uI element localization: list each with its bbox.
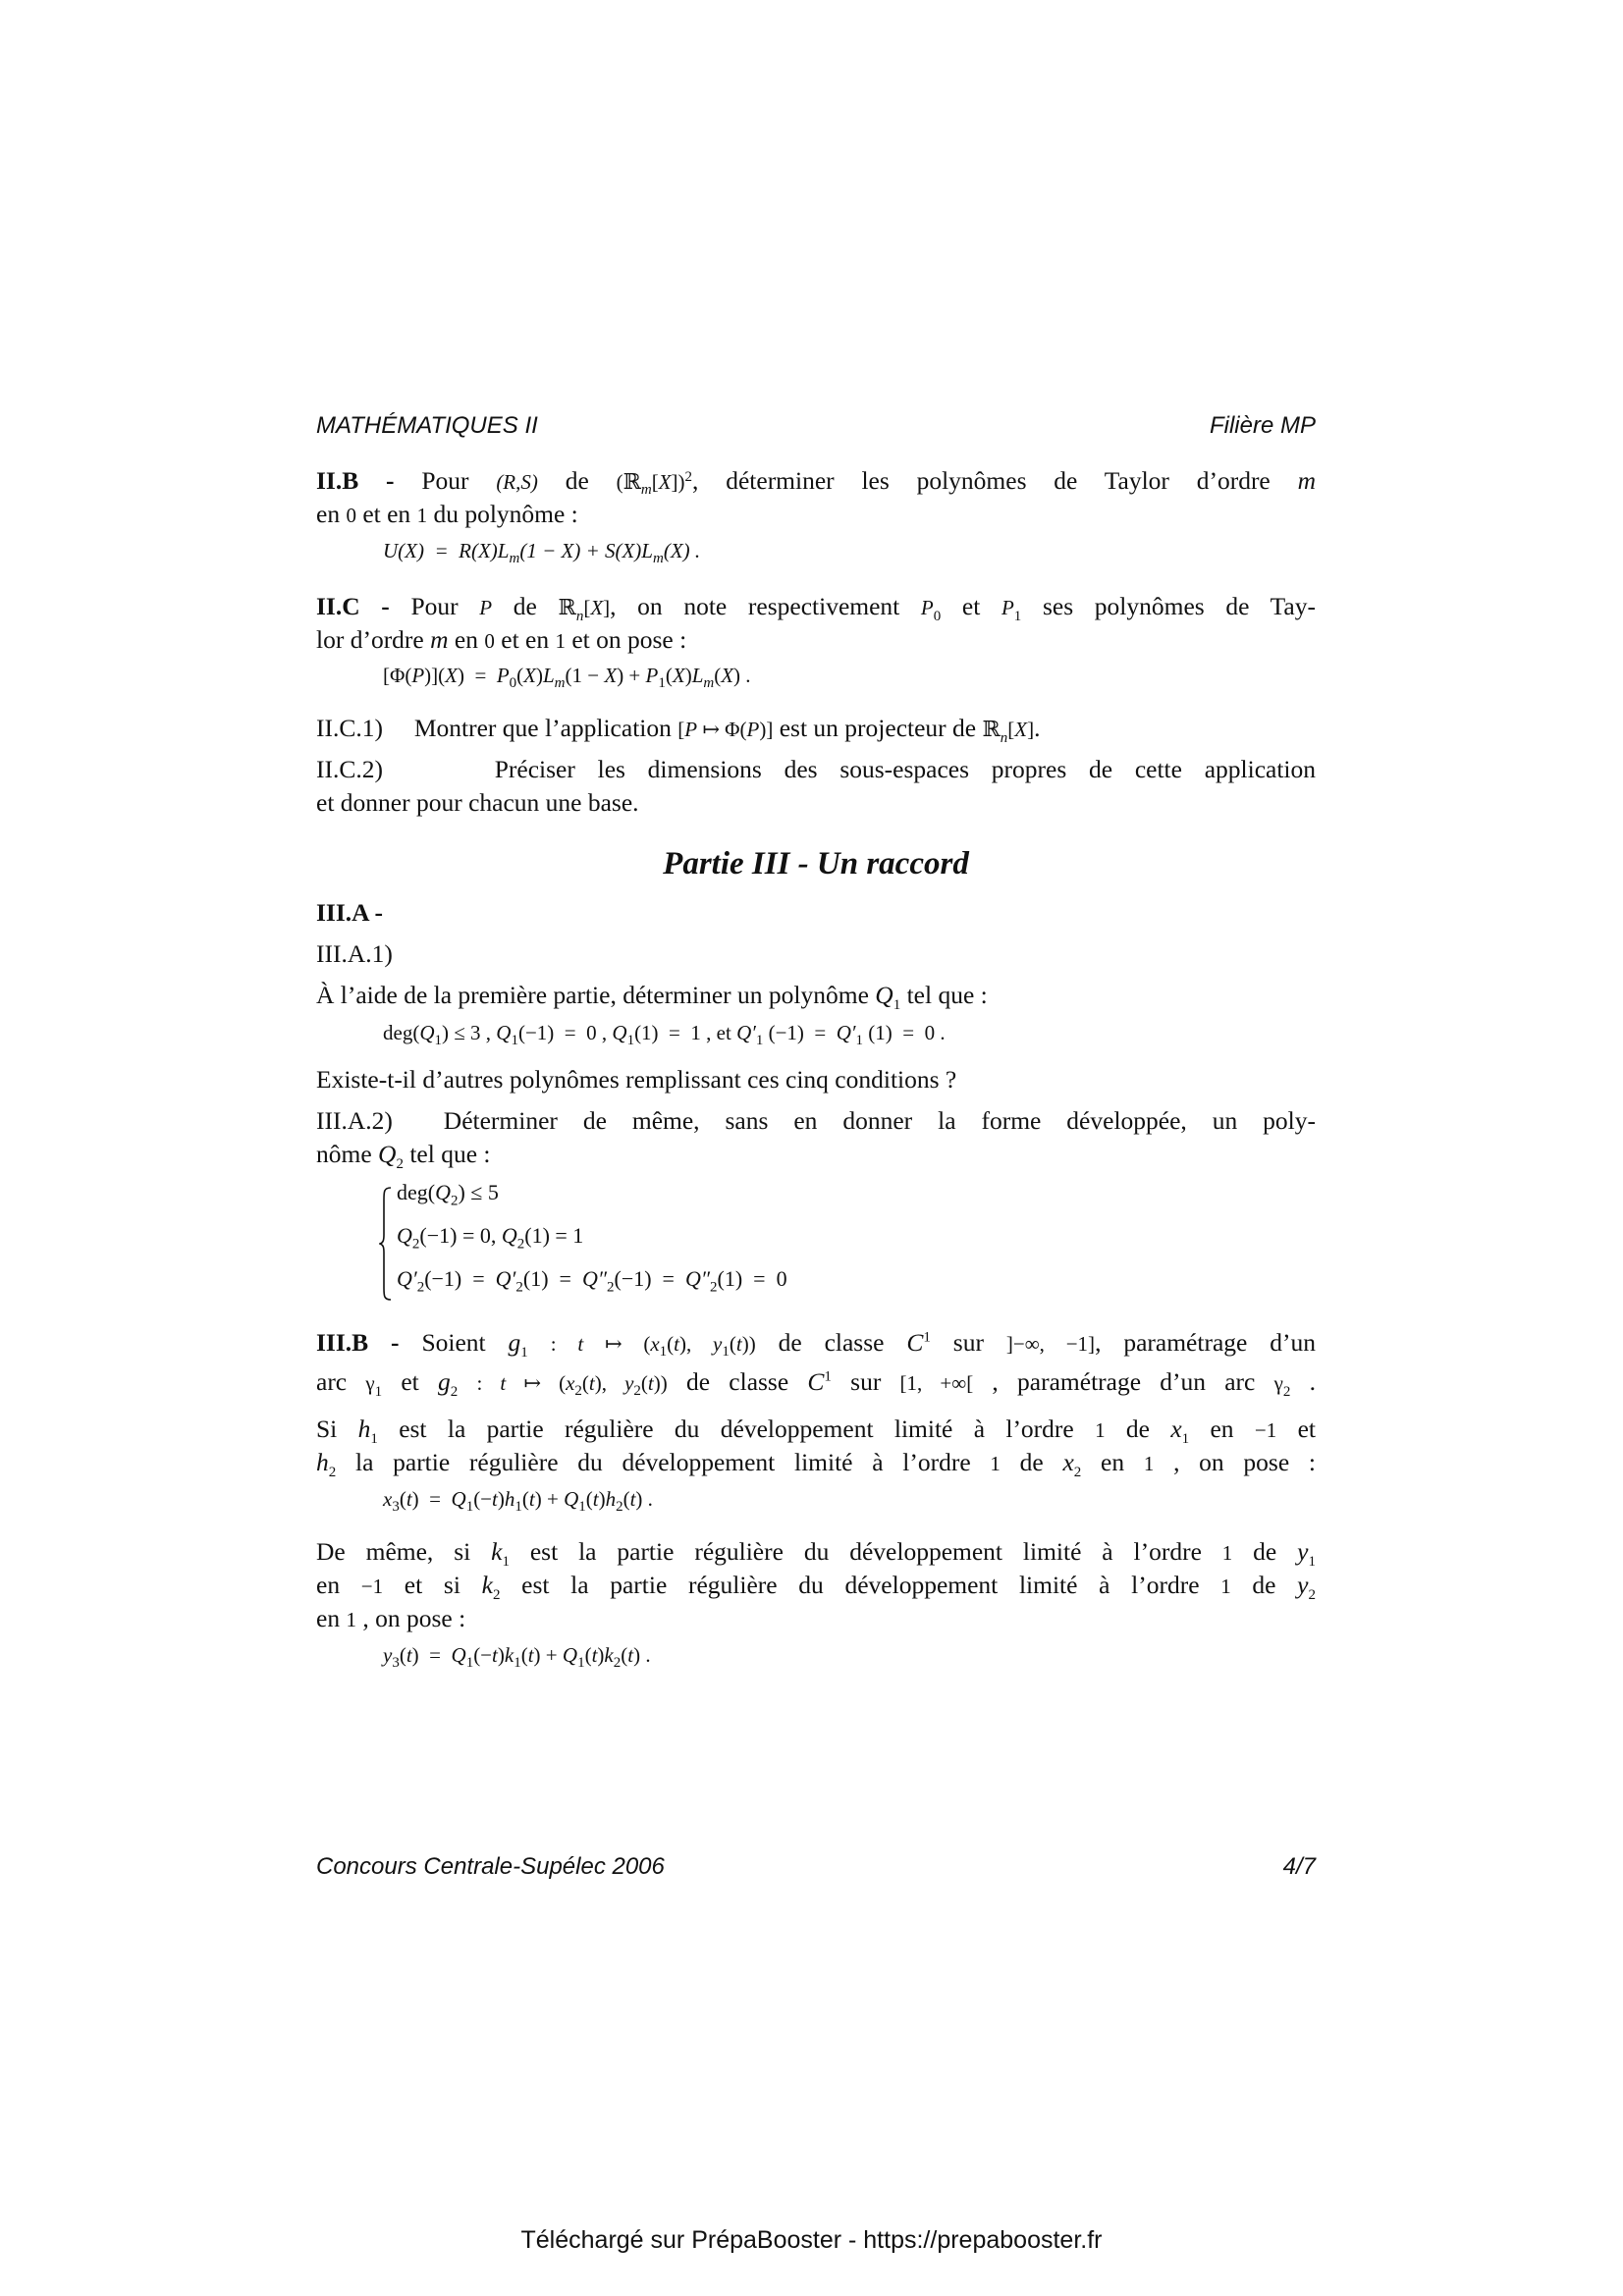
section-IIIA-label: III.A - — [316, 898, 384, 927]
question-IIIA2-line1: III.A.2) Déterminer de même, sans en donner la forme développée, un poly- — [316, 1106, 1317, 1135]
header-subject: MATHÉMATIQUES II — [316, 412, 538, 439]
formula-Phi: $[\Phi(P)](X) = P_0(X)L_m(1 - X) + P_1(X)L_m(X)$ . — [383, 664, 751, 692]
formula-Q1-conditions: $deg(Q_1) \le 3$ , $Q_1(-1) = 0$ , $Q_1(1) = 1$ , et $Q'_1$ $(-1) = Q'_1$ (1) = 0 . — [383, 1021, 946, 1049]
section-IIB-line2: en 0 et en 1 du polynôme : — [316, 500, 578, 528]
question-IIC2-line2: et donner pour chacun une base. — [316, 788, 639, 817]
section-IIIB-line7: en 1 , on pose : — [316, 1604, 466, 1632]
page-number: 4/7 — [1282, 1853, 1316, 1880]
question-IIC2-line1: II.C.2) Préciser les dimensions des sous-espaces propres de cette application — [316, 755, 1316, 783]
section-IIIB-line6: en −1 et si $k_2$ est la partie régulière du développement limité à l’ordre 1 de $y_2$ — [316, 1571, 1316, 1604]
question-IIC1: II.C.1) Montrer que l’application [P ↦ Φ(P)] est un projecteur de ℝ$_n$[X]. — [316, 714, 1041, 747]
part-title: Partie III - Un raccord — [663, 846, 969, 881]
question-IIIA1-line1: À l’aide de la première partie, déterminer un polynôme $Q_1$ tel que : — [316, 981, 988, 1014]
system-line-1: $deg(Q_2) \le 5$ — [397, 1180, 499, 1209]
left-brace-icon — [379, 1186, 393, 1302]
section-IIIB-line2: arc $\gamma_1$ et $g_2$ : t ↦ ($x_2(t)$, $y_2(t)$) de classe $C^1$ sur [1, +∞[ , paramétrage d’un arc $\gamma_2$ . — [316, 1367, 1316, 1401]
section-IIB-line1: II.B - Pour (R,S) de (ℝ$_m$[X])$^2$, déterminer les polynômes de Taylor d’ordre m — [316, 466, 1316, 499]
section-IIIB-line3: Si $h_1$ est la partie régulière du développement limité à l’ordre 1 de $x_1$ en −1 et — [316, 1415, 1316, 1448]
formula-U: $U(X) = R(X)L_m(1 - X) + S(X)L_m(X)$ . — [383, 539, 701, 567]
question-IIIA2-line2: nôme $Q_2$ tel que : — [316, 1140, 491, 1173]
download-notice[interactable]: Téléchargé sur PrépaBooster - https://prepabooster.fr — [520, 2226, 1103, 2254]
formula-y3: $y_3(t) = Q_1(-t)k_1(t) + Q_1(t)k_2(t)$ . — [383, 1643, 651, 1672]
section-IIC-line2: lor d’ordre m en 0 et en 1 et on pose : — [316, 625, 687, 654]
section-IIIB-line5: De même, si $k_1$ est la partie régulière du développement limité à l’ordre 1 de $y_1$ — [316, 1537, 1316, 1571]
question-label: II.C.1) — [316, 714, 383, 742]
section-label: II.C - — [316, 592, 390, 620]
question-IIIA1-label: III.A.1) — [316, 939, 393, 968]
section-label: III.B - — [316, 1328, 400, 1357]
footer-exam: Concours Centrale-Supélec 2006 — [316, 1853, 665, 1880]
question-label: II.C.2) — [316, 755, 383, 783]
formula-x3: $x_3(t) = Q_1(-t)h_1(t) + Q_1(t)h_2(t)$ . — [383, 1487, 653, 1516]
system-line-2: $Q_2(-1) = 0$, $Q_2(1) = 1$ — [397, 1223, 584, 1253]
question-IIIA1-line2: Existe-t-il d’autres polynômes remplissant ces cinq conditions ? — [316, 1065, 957, 1094]
section-label: II.B - — [316, 466, 395, 495]
system-line-3: $Q'_2(-1) = Q'_2(1) = Q''_2(-1) = Q''_2(1) = 0$ — [397, 1266, 787, 1296]
section-IIIB-line1: III.B - Soient $g_1$ : t ↦ ($x_1(t)$, $y_1(t)$) de classe $C^1$ sur ]−∞, −1], paramétrage d’un — [316, 1328, 1316, 1362]
section-IIIB-line4: $h_2$ la partie régulière du développement limité à l’ordre 1 de $x_2$ en 1 , on pose : — [316, 1448, 1316, 1481]
header-track: Filière MP — [1209, 412, 1316, 439]
question-label: III.A.2) — [316, 1106, 393, 1135]
section-IIC-line1: II.C - Pour P de ℝ$_n$[X], on note respectivement $P_0$ et $P_1$ ses polynômes de Tay- — [316, 592, 1316, 625]
